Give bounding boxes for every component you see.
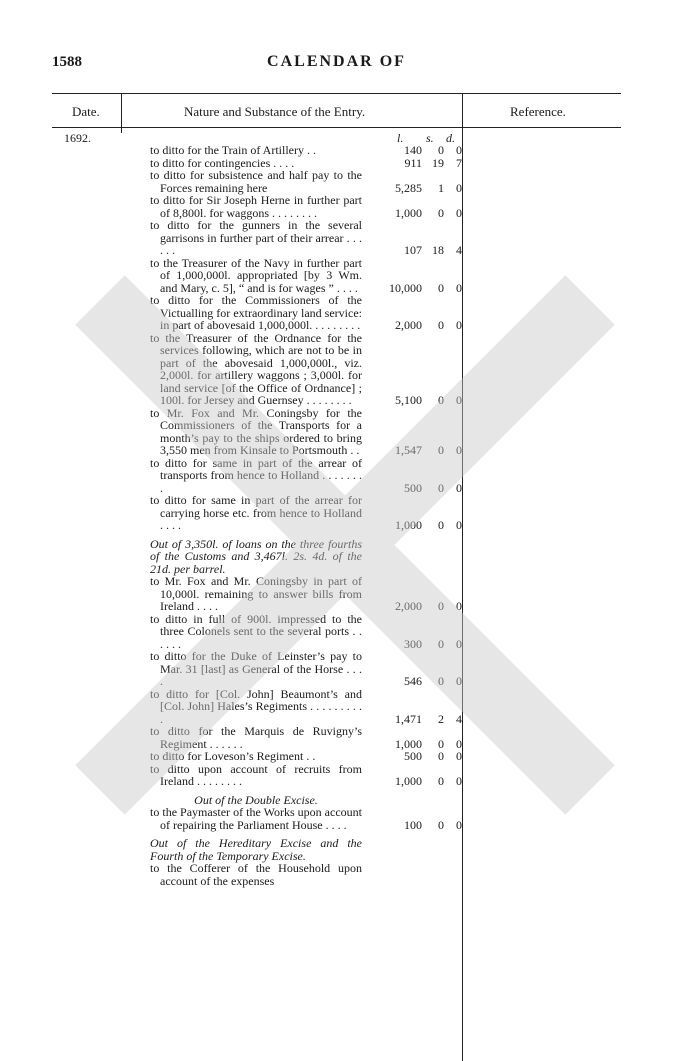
amount-shillings: 0 (438, 518, 444, 532)
ledger-entry (150, 806, 462, 831)
amount-pence: 0 (456, 518, 462, 532)
entry-text: to ditto for the Commissioners of the Victualling for extraordinary land service: in part of abovesaid 1,000,000l. . . . . . . . . (150, 293, 362, 332)
amount-pounds: 1,000 (395, 774, 422, 788)
entries-list (150, 144, 462, 887)
amount-shillings: 0 (438, 817, 444, 832)
amount-shillings: 18 (432, 243, 444, 257)
amount-pounds: 500 (404, 749, 422, 763)
entry-amount (362, 319, 462, 332)
amount-pence: 0 (456, 143, 462, 157)
entry-text: to ditto upon account of recruits from Ireland . . . . . . . . (150, 761, 362, 788)
amount-pounds: 911 (404, 155, 422, 170)
amount-shillings: 0 (438, 280, 444, 295)
ledger-entry (150, 144, 462, 157)
amount-shillings: 0 (438, 443, 444, 457)
amount-shillings: 0 (438, 674, 444, 688)
table-header-rule (52, 127, 621, 128)
ledger-entry (150, 763, 462, 788)
entry-amount (362, 444, 462, 457)
amount-pence: 0 (456, 318, 462, 332)
amount-pounds: 1,000 (395, 518, 422, 532)
entry-text: to Mr. Fox and Mr. Coningsby in part of 10,000l. remaining to answer bills from Ireland . . . . (150, 574, 362, 613)
amount-shillings: 19 (432, 155, 444, 170)
amount-pounds: 100 (404, 817, 422, 832)
amount-pence: 7 (456, 155, 462, 170)
amount-shillings: 0 (438, 636, 444, 651)
ledger-entry (150, 219, 462, 257)
amount-pounds: 546 (404, 674, 422, 688)
ledger-entry (150, 575, 462, 613)
amount-pence: 0 (456, 443, 462, 457)
entry-text: to ditto for same in part of the arrear of transports from hence to Holland . . . . . . . . (150, 455, 362, 495)
column-header-reference: Reference. (510, 104, 566, 119)
entry-amount (362, 157, 462, 170)
section-heading: Out of 3,350l. of loans on the three fourths of the Customs and 3,467l. 2s. 4d. of the 21d. per barrel. (150, 536, 362, 576)
amount-pounds: 500 (404, 480, 422, 495)
amount-shillings: 0 (438, 599, 444, 613)
entry-text: to ditto for contingencies . . . . (150, 155, 295, 170)
amount-pounds: 1,547 (395, 443, 422, 457)
ledger-entry (150, 650, 462, 688)
amount-shillings: 0 (438, 393, 444, 407)
entry-amount (362, 282, 462, 295)
section-heading: Out of the Hereditary Excise and the Fourth of the Temporary Excise. (150, 836, 362, 863)
amount-pounds: 2,000 (395, 318, 422, 332)
entry-text: to Mr. Fox and Mr. Coningsby for the Commissioners of the Transports for a month’s pay to the ships ordered to bring 3,550 men from Kinsale to Portsmouth . . (150, 405, 362, 457)
section-heading: Out of the Double Excise. (194, 792, 318, 807)
entry-text: to ditto for the Marquis de Ruvigny’s Regiment . . . . . . (150, 724, 362, 751)
amount-pence: 0 (456, 205, 462, 220)
ledger-entry (150, 725, 462, 750)
unit-shillings: s. (426, 131, 434, 145)
ledger-entry (150, 457, 462, 495)
entry-text: to the Cofferer of the Household upon account of the expenses (150, 861, 362, 888)
amount-shillings: 0 (438, 318, 444, 332)
ledger-entry (150, 750, 462, 763)
ledger-entry (150, 613, 462, 651)
amount-pence: 0 (456, 636, 462, 651)
ledger-entry (150, 688, 462, 726)
ledger-entry (150, 169, 462, 194)
page-title: CALENDAR OF (267, 53, 406, 70)
amount-pounds: 300 (404, 636, 422, 651)
entry-text: to ditto for Loveson’s Regiment . . (150, 749, 316, 763)
ledger-entry (150, 494, 462, 532)
amount-shillings: 1 (438, 180, 444, 195)
amount-pence: 0 (456, 280, 462, 295)
amount-pence: 0 (456, 599, 462, 613)
entry-amount (362, 519, 462, 532)
unit-pence: d. (446, 131, 455, 145)
amount-pounds: 140 (404, 143, 422, 157)
amount-shillings: 0 (438, 774, 444, 788)
amount-shillings: 0 (438, 480, 444, 495)
entry-text: to the Treasurer of the Ordnance for the services following, which are not to be in part of the abovesaid 1,000,000l., viz. 2,000l. for artillery waggons ; 3,000l. for land service [of the Office of Ordnance] ; 100l. for Jersey and Guernsey . . . . . . . . (150, 330, 362, 407)
entry-amount (362, 482, 462, 495)
amount-pounds: 10,000 (389, 280, 422, 295)
amount-pence: 0 (456, 817, 462, 832)
amount-pence: 0 (456, 674, 462, 688)
entry-year: 1692. (64, 131, 91, 145)
ledger-entry (150, 194, 462, 219)
amount-pence: 0 (456, 749, 462, 763)
amount-pence: 0 (456, 736, 462, 751)
ledger-entry (150, 257, 462, 295)
amount-pence: 0 (456, 393, 462, 407)
entry-amount (362, 775, 462, 788)
column-header-nature: Nature and Substance of the Entry. (184, 104, 366, 119)
entry-text: to the Treasurer of the Navy in further part of 1,000,000l. appropriated [by 3 Wm. and Mary, c. 5], “ and is for wages ” . . . . (150, 255, 362, 295)
entry-amount (362, 675, 462, 688)
amount-shillings: 0 (438, 736, 444, 751)
amount-pounds: 5,100 (395, 393, 422, 407)
entry-amount (362, 394, 462, 407)
ledger-entry (150, 407, 462, 457)
ledger-entry (150, 862, 462, 887)
amount-shillings: 2 (438, 711, 444, 726)
amount-pounds: 107 (404, 243, 422, 257)
entry-amount (362, 244, 462, 257)
entry-text: to ditto for Sir Joseph Herne in further part of 8,800l. for waggons . . . . . . . . (150, 193, 362, 220)
entry-amount (362, 713, 462, 726)
page-number: 1588 (52, 54, 82, 70)
ledger-entry (150, 294, 462, 332)
amount-pence: 0 (456, 774, 462, 788)
amount-shillings: 0 (438, 205, 444, 220)
entry-text: to ditto for the Train of Artillery . . (150, 143, 316, 157)
amount-pence: 4 (456, 243, 462, 257)
amount-shillings: 0 (438, 749, 444, 763)
entry-text: to ditto in full of 900l. impressed to the three Colonels sent to the several ports . . . . . . (150, 611, 362, 651)
ledger-entry (150, 332, 462, 407)
amount-pence: 4 (456, 711, 462, 726)
amount-pence: 0 (456, 480, 462, 495)
amount-pounds: 1,000 (395, 736, 422, 751)
amount-pounds: 5,285 (395, 180, 422, 195)
entry-text: to ditto for [Col. John] Beaumont’s and [Col. John] Hales’s Regiments . . . . . . . . . . (150, 686, 362, 726)
entry-amount (362, 207, 462, 220)
entry-amount (362, 750, 462, 763)
entry-text: to the Paymaster of the Works upon account of repairing the Parliament House . . . . (150, 805, 362, 832)
entry-amount (362, 600, 462, 613)
entry-amount (362, 638, 462, 651)
amount-shillings: 0 (438, 143, 444, 157)
entry-text: to ditto for the Duke of Leinster’s pay to Mar. 31 [last] as General of the Horse . . . . (150, 649, 362, 688)
entry-amount (362, 819, 462, 832)
column-divider-date (121, 93, 122, 133)
column-divider-reference (462, 93, 463, 1061)
table-top-rule (52, 93, 621, 94)
entry-amount (362, 144, 462, 157)
amount-pounds: 1,000 (395, 205, 422, 220)
amount-pounds: 1,471 (395, 711, 422, 726)
entry-text: to ditto for same in part of the arrear for carrying horse etc. from hence to Holland . . . . (150, 493, 362, 532)
column-header-date: Date. (72, 104, 100, 119)
entry-amount (362, 182, 462, 195)
unit-pounds: l. (397, 131, 404, 145)
amount-pence: 0 (456, 180, 462, 195)
entry-text: to ditto for subsistence and half pay to the Forces remaining here (150, 168, 362, 195)
amount-pounds: 2,000 (395, 599, 422, 613)
entry-text: to ditto for the gunners in the several garrisons in further part of their arrear . . . . . . (150, 218, 362, 257)
